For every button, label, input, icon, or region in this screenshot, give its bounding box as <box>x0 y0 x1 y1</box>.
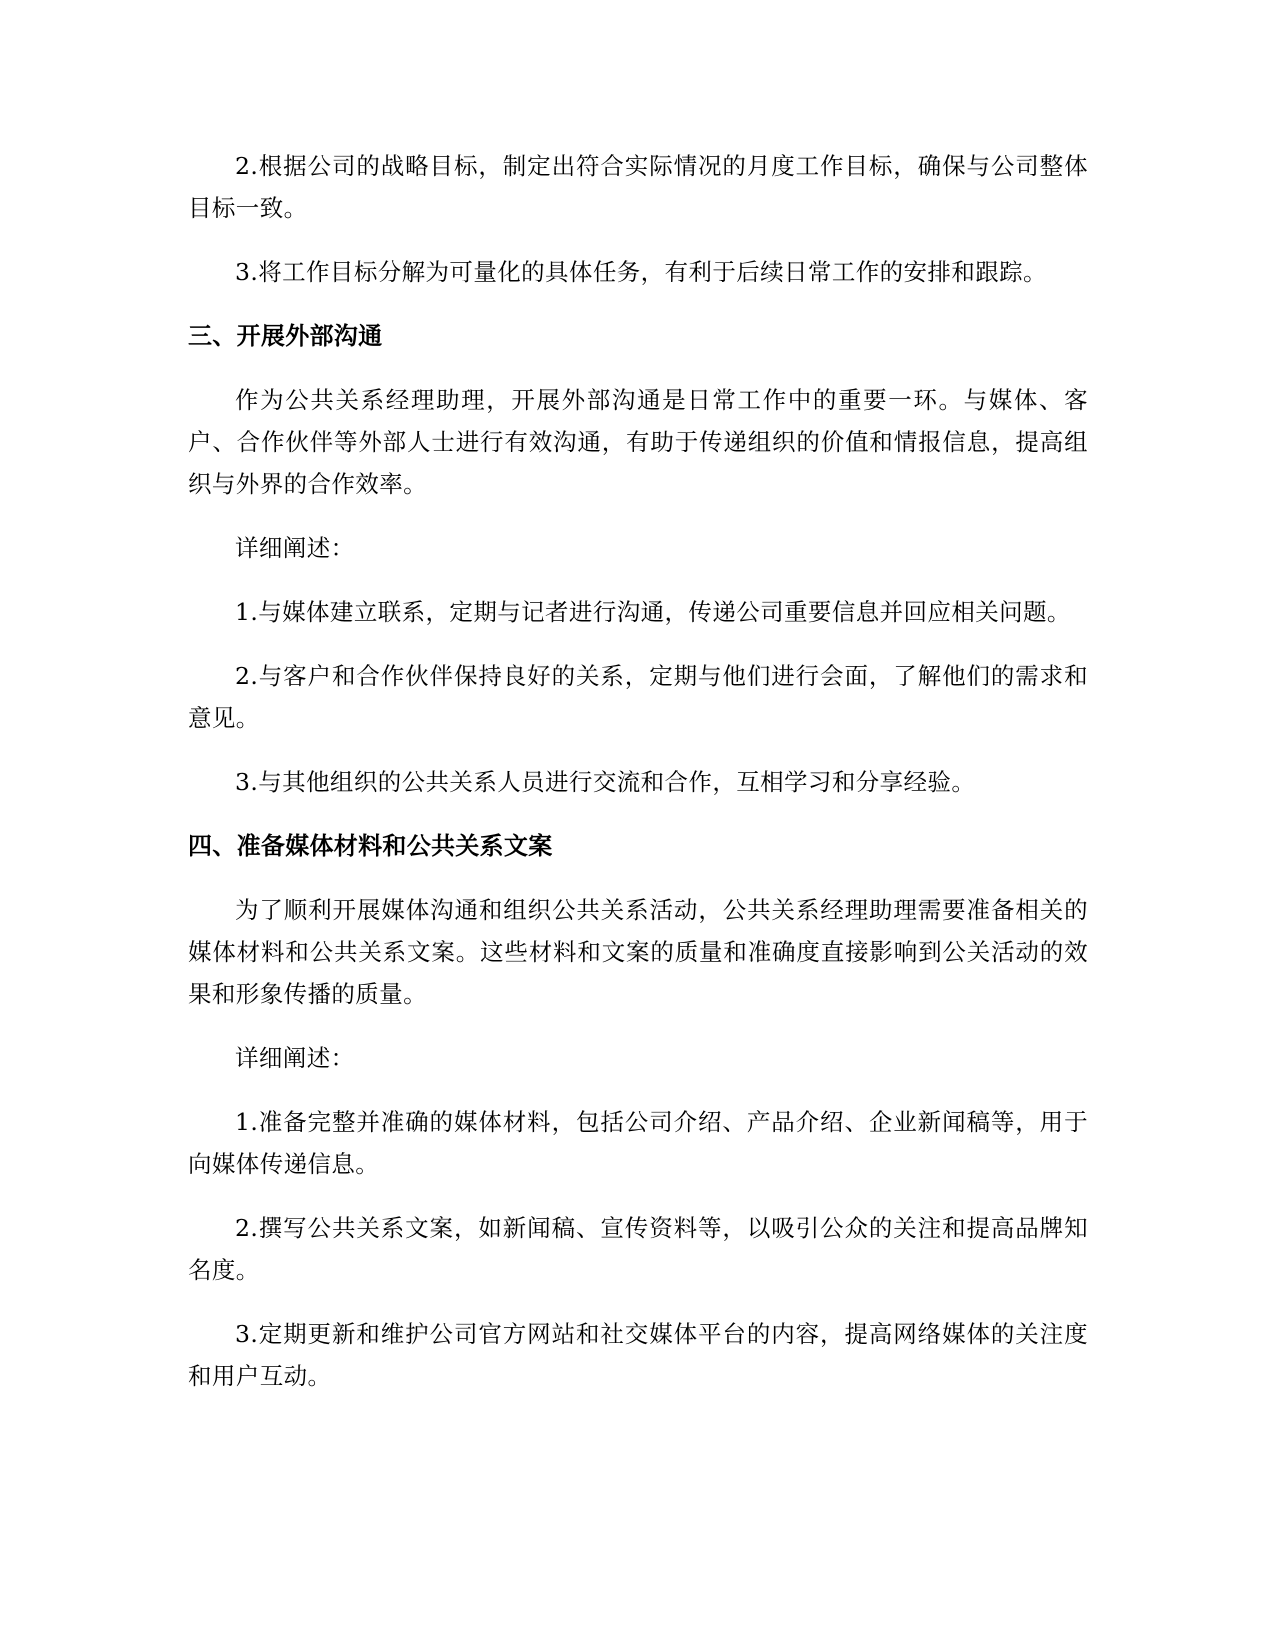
intro-item-2: 2.根据公司的战略目标，制定出符合实际情况的月度工作目标，确保与公司整体目标一致。 <box>188 152 1088 222</box>
section-3-paragraph: 作为公共关系经理助理，开展外部沟通是日常工作中的重要一环。与媒体、客户、合作伙伴等外部人士进行有效沟通，有助于传递组织的价值和情报信息，提高组织与外界的合作效率。 <box>188 386 1088 498</box>
section-4-item-3: 3.定期更新和维护公司官方网站和社交媒体平台的内容，提高网络媒体的关注度和用户互动。 <box>188 1320 1088 1390</box>
section-3-item-1: 1.与媒体建立联系，定期与记者进行沟通，传递公司重要信息并回应相关问题。 <box>235 598 1071 626</box>
section-3-item-2: 2.与客户和合作伙伴保持良好的关系，定期与他们进行会面，了解他们的需求和意见。 <box>188 662 1088 732</box>
section-3-detail-label: 详细阐述： <box>235 534 355 562</box>
section-4-item-1: 1.准备完整并准确的媒体材料，包括公司介绍、产品介绍、企业新闻稿等，用于向媒体传递信息。 <box>188 1108 1088 1178</box>
intro-item-3: 3.将工作目标分解为可量化的具体任务，有利于后续日常工作的安排和跟踪。 <box>235 258 1047 286</box>
section-4-item-2: 2.撰写公共关系文案，如新闻稿、宣传资料等，以吸引公众的关注和提高品牌知名度。 <box>188 1214 1088 1284</box>
document-body <box>188 145 1088 1419</box>
section-3-item-3: 3.与其他组织的公共关系人员进行交流和合作，互相学习和分享经验。 <box>235 768 976 796</box>
section-4-heading: 四、准备媒体材料和公共关系文案 <box>188 832 553 860</box>
section-3-heading: 三、开展外部沟通 <box>188 322 383 350</box>
section-4-paragraph: 为了顺利开展媒体沟通和组织公共关系活动，公共关系经理助理需要准备相关的媒体材料和公共关系文案。这些材料和文案的质量和准确度直接影响到公关活动的效果和形象传播的质量。 <box>188 896 1088 1008</box>
section-4-detail-label: 详细阐述： <box>235 1044 355 1072</box>
